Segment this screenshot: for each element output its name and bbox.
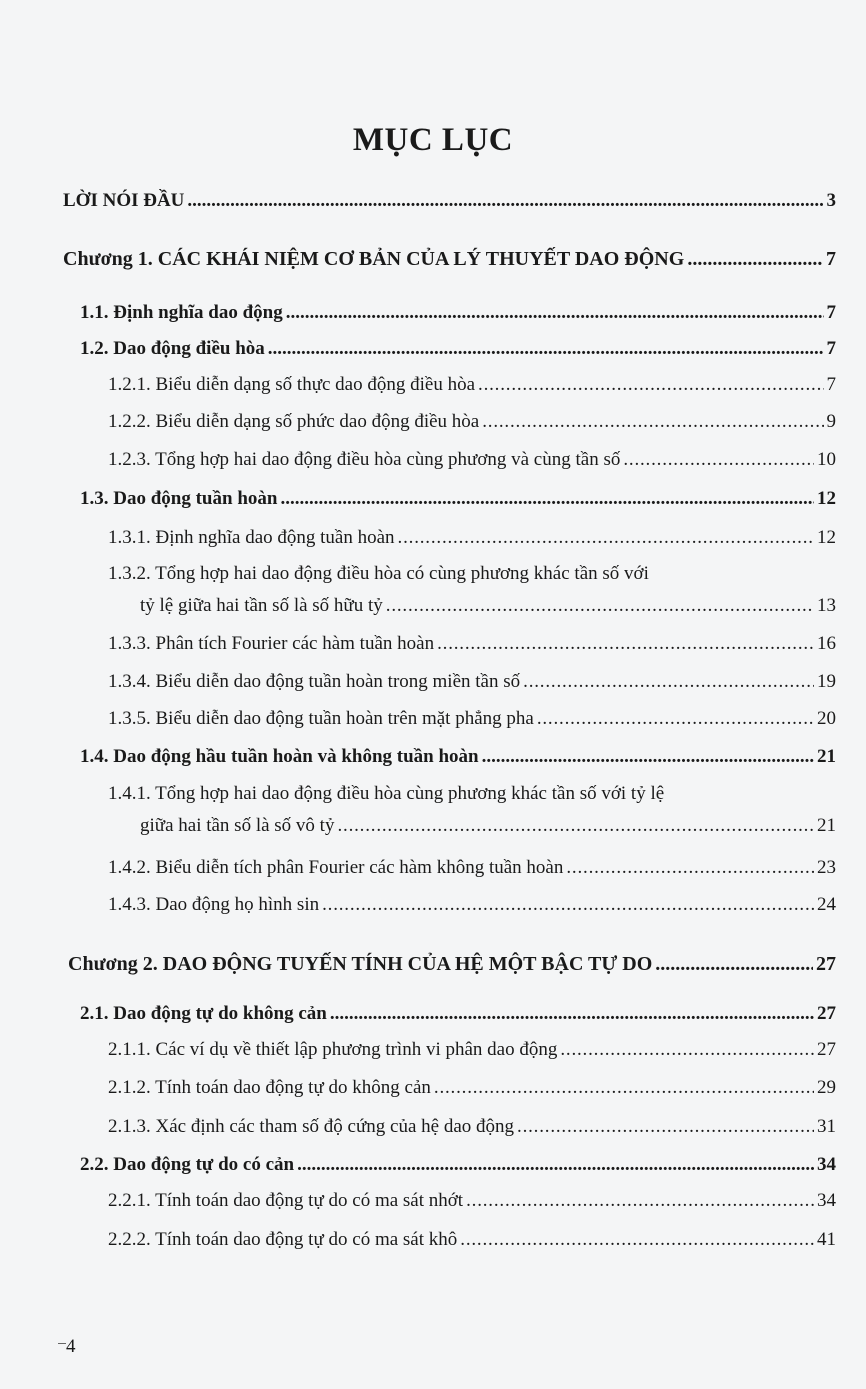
toc-entry-page: 12 [817, 488, 836, 509]
dot-leader [280, 488, 814, 510]
toc-entry-1-3-3[interactable] [108, 633, 836, 655]
toc-entry-page: 7 [826, 374, 836, 395]
dot-leader [337, 815, 814, 837]
toc-entry-page: 41 [817, 1229, 836, 1250]
dot-leader [523, 671, 814, 693]
toc-entry-label: tỷ lệ giữa hai tần số là số hữu tỷ [140, 595, 383, 616]
dot-leader [478, 374, 823, 396]
dot-leader [330, 1003, 814, 1025]
toc-entry-label: 2.1.1. Các ví dụ về thiết lập phương trình vi phân dao động [108, 1039, 558, 1060]
toc-entry-1-2[interactable] [80, 338, 836, 360]
toc-entry-label: 1.3. Dao động tuần hoàn [80, 488, 278, 509]
toc-entry-page: 27 [817, 1039, 836, 1060]
toc-entry-label: 2.1.2. Tính toán dao động tự do không cản [108, 1077, 431, 1098]
toc-entry-page: 31 [817, 1116, 836, 1137]
toc-entry-label: Chương 1. CÁC KHÁI NIỆM CƠ BẢN CỦA LÝ THUYẾT DAO ĐỘNG [63, 248, 685, 270]
toc-entry-1-2-1[interactable] [108, 374, 836, 396]
dot-leader [517, 1116, 814, 1138]
toc-entry-page: 27 [816, 953, 836, 975]
toc-entry-page: 12 [817, 527, 836, 548]
dot-leader [268, 338, 824, 360]
toc-entry-page: 21 [817, 815, 836, 836]
toc-entry-page: 29 [817, 1077, 836, 1098]
dot-leader [482, 746, 814, 768]
toc-entry-label: LỜI NÓI ĐẦU [63, 190, 185, 211]
toc-entry-page: 34 [817, 1190, 836, 1211]
toc-entry-page: 19 [817, 671, 836, 692]
toc-entry-chapter-2[interactable] [68, 953, 836, 976]
toc-entry-label: 1.3.5. Biểu diễn dao động tuần hoàn trên mặt phẳng pha [108, 708, 534, 729]
toc-entry-1-3-2-first-line[interactable]: 1.3.2. Tổng hợp hai dao động điều hòa có cùng phương khác tần số với [108, 563, 649, 584]
dot-leader [687, 248, 823, 271]
toc-entry-preface[interactable] [63, 190, 836, 212]
dot-leader [434, 1077, 814, 1099]
toc-entry-chapter-1[interactable] [63, 248, 836, 271]
toc-entry-page: 7 [826, 338, 836, 359]
toc-entry-1-2-2[interactable] [108, 411, 836, 433]
dot-leader [655, 953, 813, 976]
dot-leader [286, 302, 824, 324]
toc-entry-2-2-1[interactable] [108, 1190, 836, 1212]
toc-entry-page: 13 [817, 595, 836, 616]
toc-entry-page: 24 [817, 894, 836, 915]
toc-entry-page: 7 [826, 302, 836, 323]
toc-entry-1-4-2[interactable] [108, 857, 836, 879]
dot-leader [187, 190, 823, 212]
toc-entry-2-1-2[interactable] [108, 1077, 836, 1099]
dot-leader [623, 449, 814, 471]
toc-entry-page: 10 [817, 449, 836, 470]
toc-entry-1-4-1-first-line[interactable]: 1.4.1. Tổng hợp hai dao động điều hòa cùng phương khác tần số với tỷ lệ [108, 783, 665, 804]
dot-leader [322, 894, 814, 916]
toc-entry-2-1[interactable] [80, 1003, 836, 1025]
page-title: MỤC LỤC [352, 122, 514, 158]
toc-entry-label: 1.3.3. Phân tích Fourier các hàm tuần hoàn [108, 633, 435, 654]
toc-entry-page: 9 [826, 411, 836, 432]
dot-leader [537, 708, 814, 730]
margin-mark [58, 1343, 66, 1344]
toc-entry-1-3-4[interactable] [108, 671, 836, 693]
toc-entry-1-4-3[interactable] [108, 894, 836, 916]
toc-entry-label: 1.4.3. Dao động họ hình sin [108, 894, 320, 915]
toc-entry-label: 1.3.1. Định nghĩa dao động tuần hoàn [108, 527, 395, 548]
dot-leader [566, 857, 814, 879]
toc-entry-label: 1.1. Định nghĩa dao động [80, 302, 283, 323]
toc-entry-1-3[interactable] [80, 488, 836, 510]
toc-entry-1-3-5[interactable] [108, 708, 836, 730]
toc-entry-page: 21 [817, 746, 836, 767]
toc-entry-label: 1.2.1. Biểu diễn dạng số thực dao động điều hòa [108, 374, 476, 395]
toc-entry-1-4[interactable] [80, 746, 836, 768]
dot-leader [466, 1190, 814, 1212]
toc-entry-label: 1.4.2. Biểu diễn tích phân Fourier các hàm không tuần hoàn [108, 857, 564, 878]
toc-entry-page: 27 [817, 1003, 836, 1024]
page-number: 4 [66, 1336, 76, 1357]
toc-entry-page: 16 [817, 633, 836, 654]
toc-entry-label: 1.2.3. Tổng hợp hai dao động điều hòa cùng phương và cùng tần số [108, 449, 621, 470]
dot-leader [460, 1229, 814, 1251]
dot-leader [386, 595, 814, 617]
toc-entry-page: 3 [826, 190, 836, 211]
toc-entry-label: 1.4. Dao động hầu tuần hoàn và không tuần hoàn [80, 746, 479, 767]
toc-entry-label: 2.2. Dao động tự do có cản [80, 1154, 295, 1175]
dot-leader [297, 1154, 814, 1176]
toc-entry-label: 1.3.4. Biểu diễn dao động tuần hoàn trong miền tần số [108, 671, 521, 692]
toc-entry-label: 1.2. Dao động điều hòa [80, 338, 265, 359]
toc-entry-label: 1.2.2. Biểu diễn dạng số phức dao động điều hòa [108, 411, 480, 432]
toc-entry-1-3-1[interactable] [108, 527, 836, 549]
toc-entry-label: 2.2.1. Tính toán dao động tự do có ma sát nhớt [108, 1190, 464, 1211]
toc-entry-page: 23 [817, 857, 836, 878]
toc-entry-1-4-1[interactable] [140, 815, 836, 837]
dot-leader [398, 527, 814, 549]
dot-leader [560, 1039, 814, 1061]
toc-entry-1-3-2[interactable] [140, 595, 836, 617]
toc-entry-page: 34 [817, 1154, 836, 1175]
toc-entry-2-1-3[interactable] [108, 1116, 836, 1138]
toc-entry-2-2-2[interactable] [108, 1229, 836, 1251]
toc-entry-page: 20 [817, 708, 836, 729]
toc-entry-label: Chương 2. DAO ĐỘNG TUYẾN TÍNH CỦA HỆ MỘT BẬC TỰ DO [68, 953, 653, 975]
toc-entry-1-1[interactable] [80, 302, 836, 324]
toc-entry-page: 7 [826, 248, 836, 270]
toc-entry-label: 2.1.3. Xác định các tham số độ cứng của hệ dao động [108, 1116, 515, 1137]
toc-entry-2-1-1[interactable] [108, 1039, 836, 1061]
toc-entry-label: giữa hai tần số là số vô tỷ [140, 815, 335, 836]
toc-entry-label: 2.2.2. Tính toán dao động tự do có ma sát khô [108, 1229, 458, 1250]
dot-leader [437, 633, 814, 655]
toc-entry-label: 2.1. Dao động tự do không cản [80, 1003, 327, 1024]
toc-entry-2-2[interactable] [80, 1154, 836, 1176]
dot-leader [482, 411, 823, 433]
toc-entry-1-2-3[interactable] [108, 449, 836, 471]
